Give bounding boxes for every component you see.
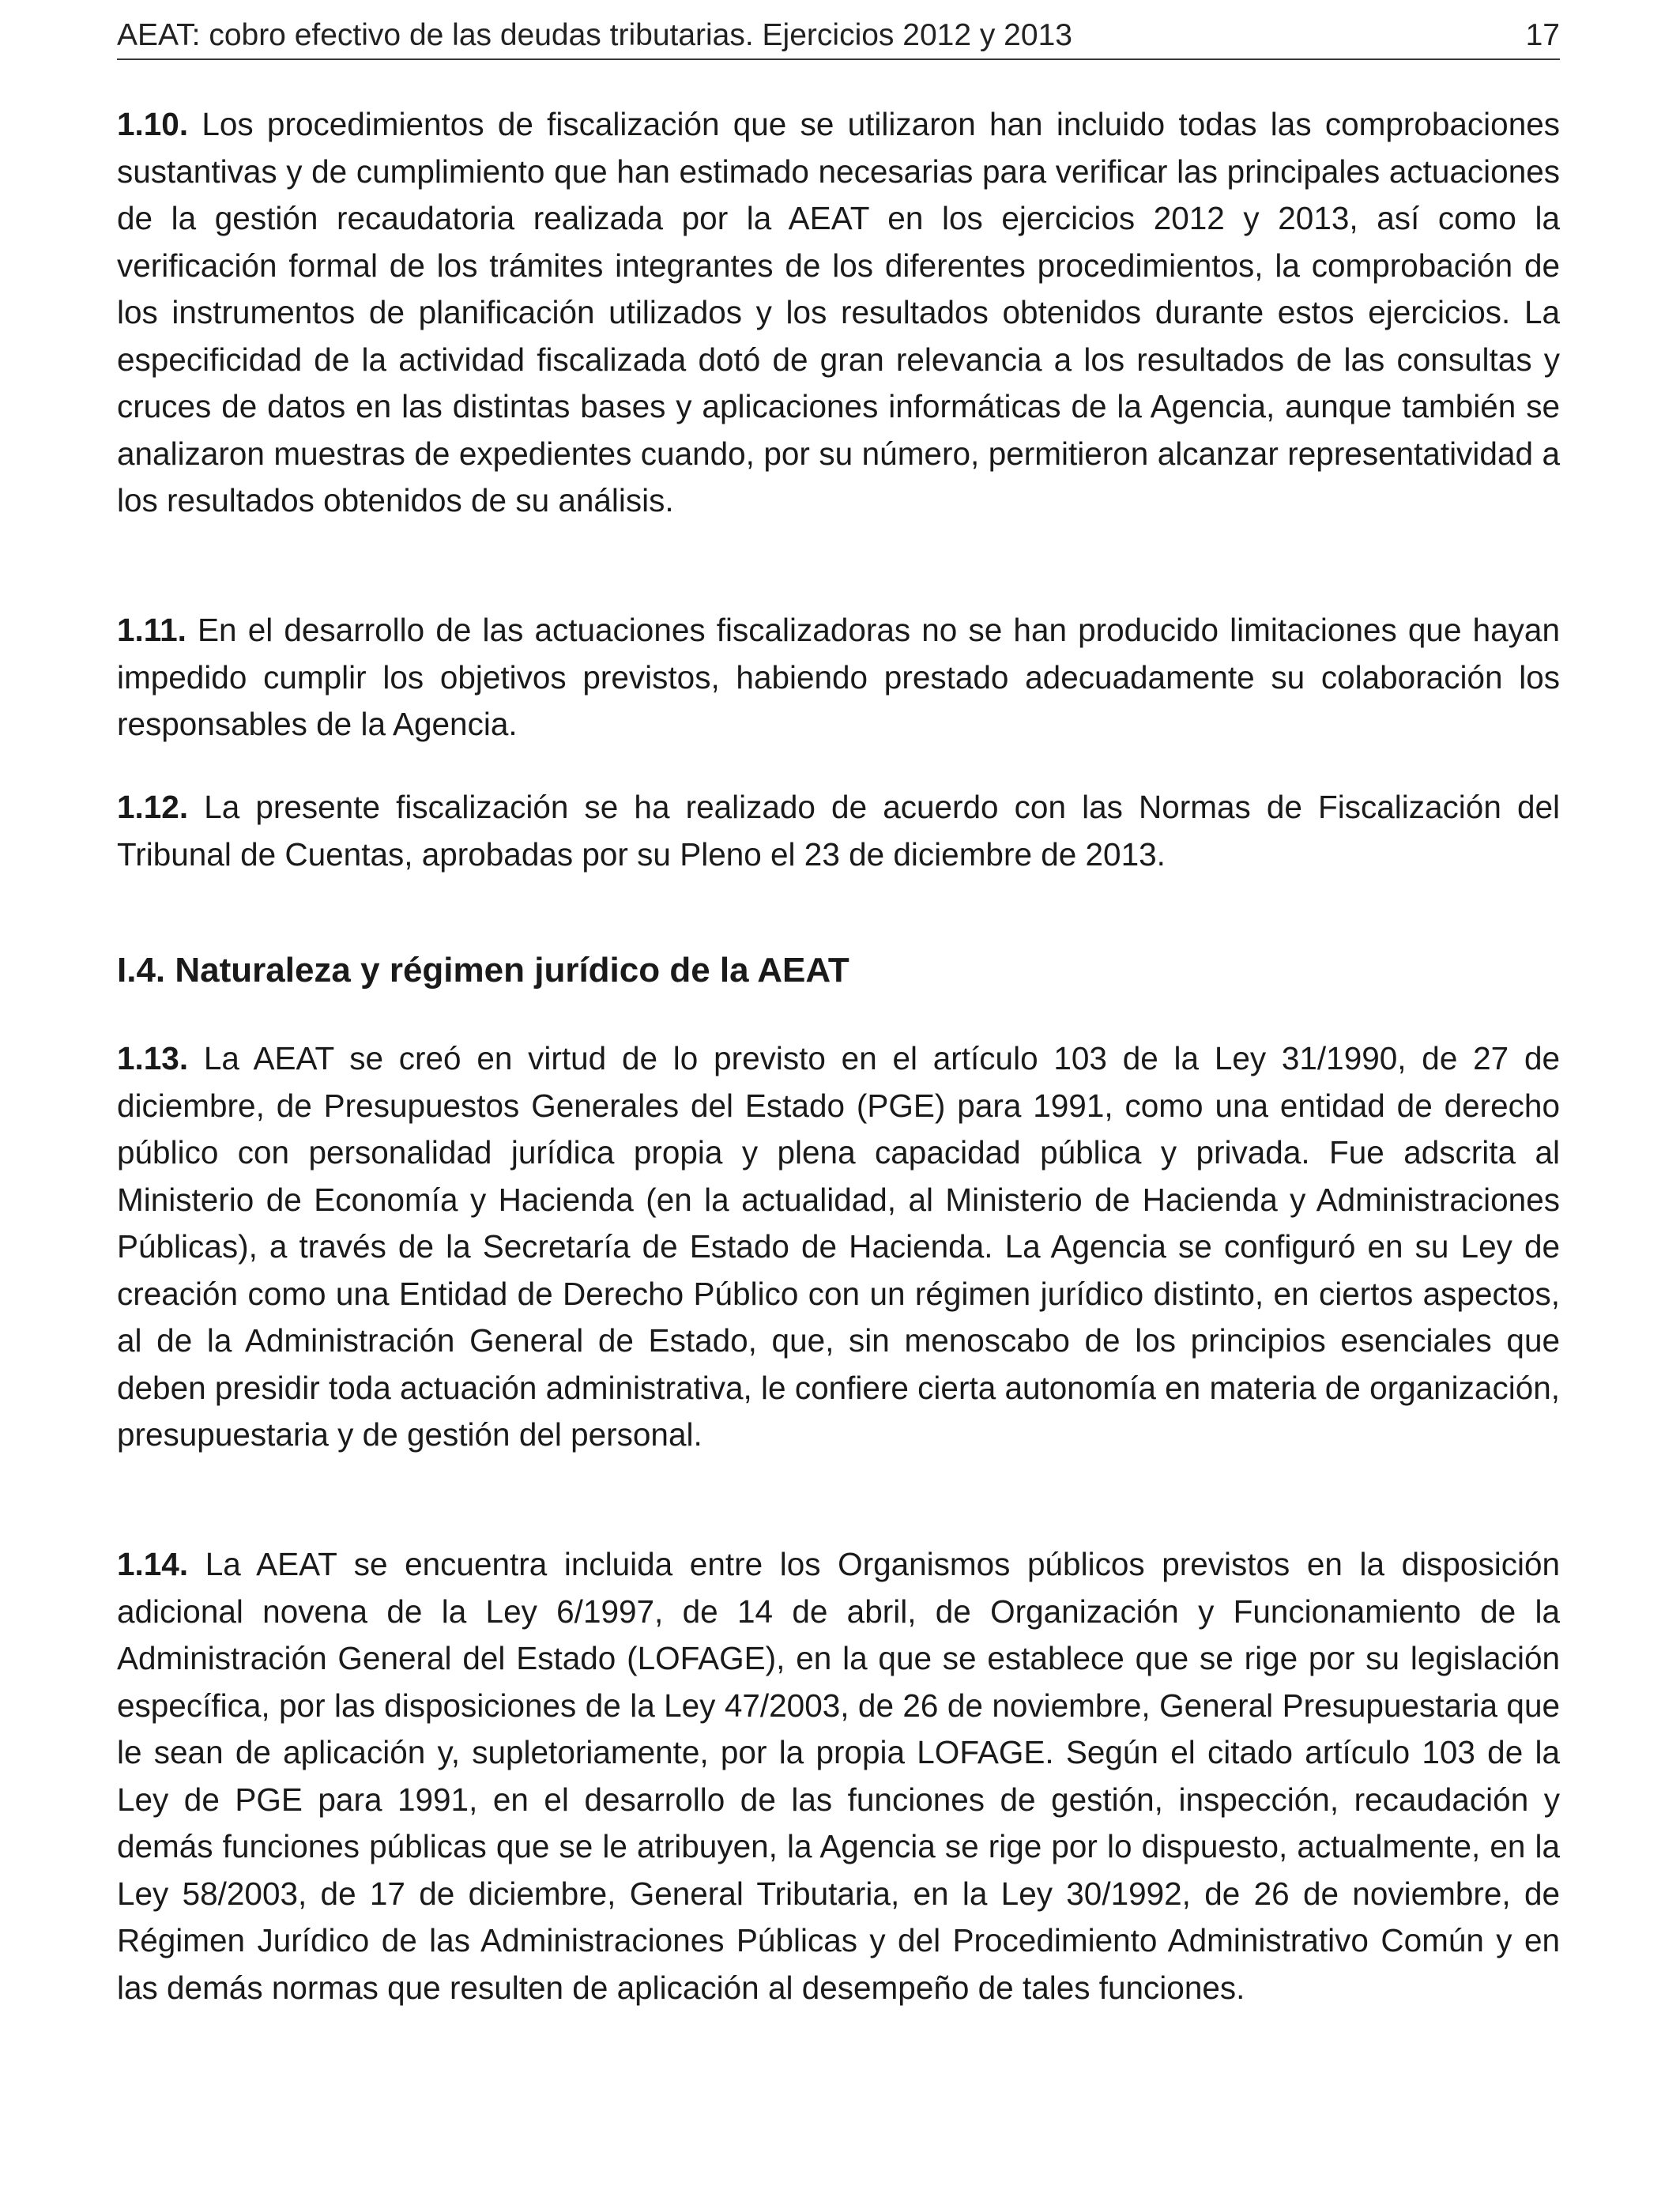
paragraph-1-10 [117, 101, 1560, 525]
header-title: AEAT: cobro efectivo de las deudas tributarias. Ejercicios 2012 y 2013 [117, 18, 1072, 52]
paragraph-number: 1.13. [117, 1040, 189, 1076]
paragraph-1-11 [117, 607, 1560, 748]
page-number: 17 [1525, 18, 1560, 52]
paragraph-text: La AEAT se encuentra incluida entre los Organismos públicos previstos en la disposición adicional novena de la Ley 6/1997, de 14 de abril, de Organización y Funcionamiento de la Administración General del Estado (LOFAGE), en la que se establece que se rige por su legislación específica, por las disposiciones de la Ley 47/2003, de 26 de noviembre, General Presupuestaria que le sean de aplicación y, supletoriamente, por la propia LOFAGE. Según el citado artículo 103 de la Ley de PGE para 1991, en el desarrollo de las funciones de gestión, inspección, recaudación y demás funciones públicas que se le atribuyen, la Agencia se rige por lo dispuesto, actualmente, en la Ley 58/2003, de 17 de diciembre, General Tributaria, en la Ley 30/1992, de 26 de noviembre, de Régimen Jurídico de las Administraciones Públicas y del Procedimiento Administrativo Común y en las demás normas que resulten de aplicación al desempeño de tales funciones. [117, 1546, 1560, 2006]
paragraph-1-13 [117, 1035, 1560, 1459]
paragraph-1-12 [117, 784, 1560, 878]
paragraph-text: La AEAT se creó en virtud de lo previsto en el artículo 103 de la Ley 31/1990, de 27 de diciembre, de Presupuestos Generales del Estado (PGE) para 1991, como una entidad de derecho público con personalidad jurídica propia y plena capacidad pública y privada. Fue adscrita al Ministerio de Economía y Hacienda (en la actualidad, al Ministerio de Hacienda y Administraciones Públicas), a través de la Secretaría de Estado de Hacienda. La Agencia se configuró en su Ley de creación como una Entidad de Derecho Público con un régimen jurídico distinto, en ciertos aspectos, al de la Administración General de Estado, que, sin menoscabo de los principios esenciales que deben presidir toda actuación administrativa, le confiere cierta autonomía en materia de organización, presupuestaria y de gestión del personal. [117, 1040, 1560, 1453]
paragraph-text: La presente fiscalización se ha realizado de acuerdo con las Normas de Fiscalización del Tribunal de Cuentas, aprobadas por su Pleno el 23 de diciembre de 2013. [117, 789, 1560, 873]
paragraph-number: 1.10. [117, 106, 189, 142]
section-heading: I.4. Naturaleza y régimen jurídico de la AEAT [117, 951, 849, 990]
paragraph-number: 1.11. [117, 612, 186, 648]
paragraph-text: En el desarrollo de las actuaciones fiscalizadoras no se han producido limitaciones que hayan impedido cumplir los objetivos previstos, habiendo prestado adecuadamente su colaboración los responsables de la Agencia. [117, 612, 1560, 742]
running-header [117, 13, 1560, 60]
paragraph-1-14 [117, 1541, 1560, 2011]
paragraph-text: Los procedimientos de fiscalización que se utilizaron han incluido todas las comprobaciones sustantivas y de cumplimiento que han estimado necesarias para verificar las principales actuaciones de la gestión recaudatoria realizada por la AEAT en los ejercicios 2012 y 2013, así como la verificación formal de los trámites integrantes de los diferentes procedimientos, la comprobación de los instrumentos de planificación utilizados y los resultados obtenidos durante estos ejercicios. La especificidad de la actividad fiscalizada dotó de gran relevancia a los resultados de las consultas y cruces de datos en las distintas bases y aplicaciones informáticas de la Agencia, aunque también se analizaron muestras de expedientes cuando, por su número, permitieron alcanzar representatividad a los resultados obtenidos de su análisis. [117, 106, 1560, 518]
paragraph-number: 1.14. [117, 1546, 189, 1582]
paragraph-number: 1.12. [117, 789, 189, 825]
